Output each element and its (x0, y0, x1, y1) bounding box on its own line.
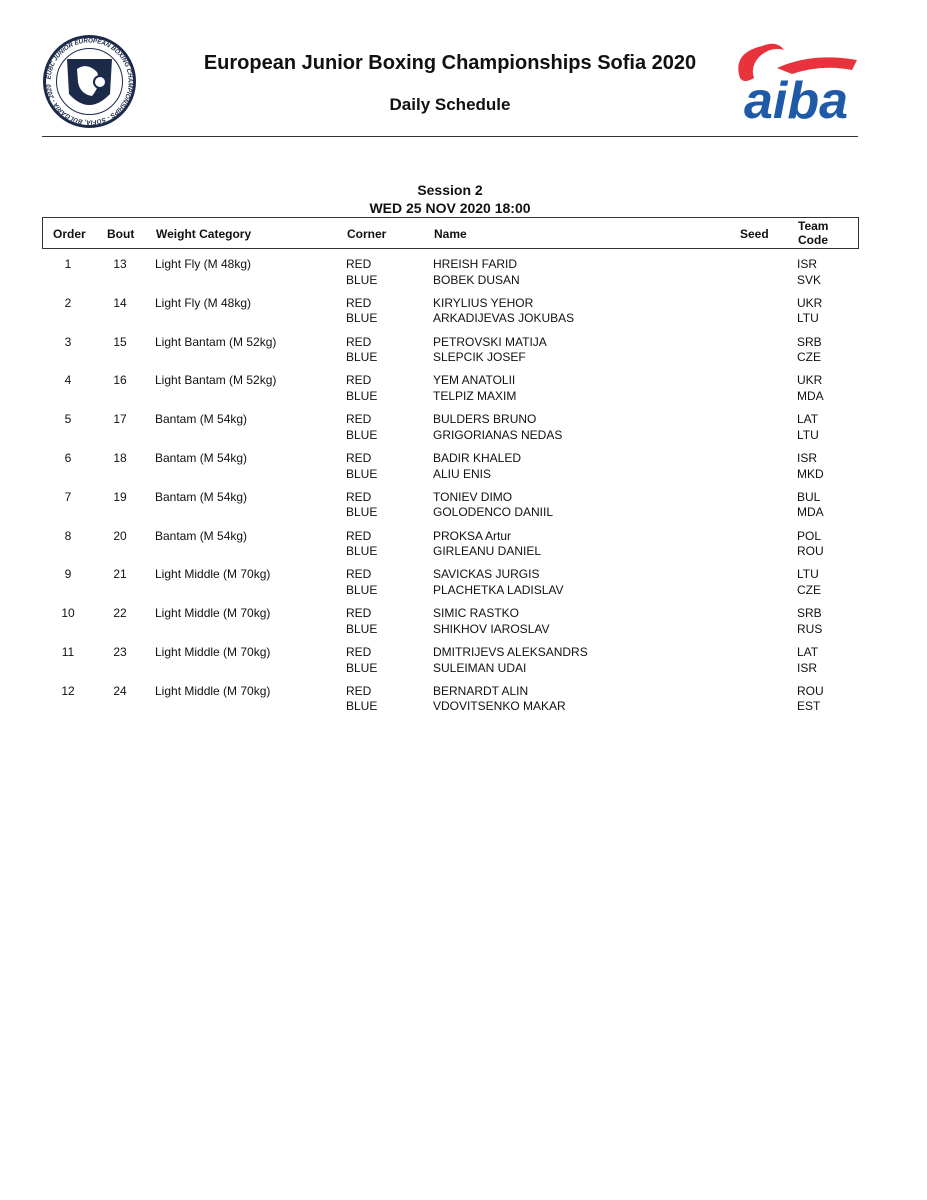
red-boxer-name: BULDERS BRUNO (433, 412, 537, 427)
document-subtitle: Daily Schedule (389, 95, 511, 114)
red-team-code: POL (797, 528, 822, 543)
bout-cell: 23 (113, 645, 127, 659)
red-corner-label: RED (346, 645, 372, 659)
weight-category-cell: Bantam (M 54kg) (155, 528, 248, 543)
red-team-code: SRB (797, 334, 822, 349)
red-corner-label: RED (346, 257, 372, 271)
weight-category-cell: Light Middle (M 70kg) (155, 645, 271, 659)
order-cell: 6 (64, 451, 72, 465)
red-team-code: LAT (797, 412, 819, 427)
red-team-code: LAT (797, 645, 819, 659)
blue-corner-label: BLUE (346, 311, 378, 326)
blue-team-code: LTU (797, 427, 819, 442)
red-team-code: SRB (797, 606, 822, 621)
eubc-championship-logo (42, 34, 137, 129)
blue-corner-label: BLUE (346, 699, 378, 714)
red-team-code: ISR (797, 257, 818, 271)
order-cell: 2 (64, 295, 72, 310)
eubc-logo-lettering: EUBC JUNIOR EUROPEAN BOXING CHAMPIONSHIPS - SOFIA, BULGARIA - 2020 (45, 37, 134, 126)
red-corner-label: RED (346, 567, 372, 582)
bout-cell: 18 (113, 451, 127, 465)
red-corner-label: RED (346, 334, 372, 349)
red-corner-label: RED (346, 451, 372, 465)
column-name: Name (434, 227, 467, 241)
bout-cell: 17 (113, 412, 127, 427)
red-corner-label: RED (346, 412, 372, 427)
order-cell: 12 (61, 683, 75, 698)
order-cell: 1 (64, 257, 72, 271)
column-team-code-line1: Team (798, 219, 829, 233)
blue-corner-label: BLUE (346, 466, 378, 481)
red-corner-label: RED (346, 373, 372, 388)
weight-category-cell: Bantam (M 54kg) (155, 489, 248, 504)
order-cell: 8 (64, 528, 72, 543)
weight-category-cell: Light Fly (M 48kg) (155, 295, 252, 310)
blue-boxer-name: SULEIMAN UDAI (433, 660, 527, 675)
red-corner-label: RED (346, 295, 372, 310)
red-team-code: UKR (797, 295, 823, 310)
weight-category-cell: Light Middle (M 70kg) (155, 606, 271, 621)
blue-boxer-name: TELPIZ MAXIM (433, 388, 517, 403)
red-boxer-name: SIMIC RASTKO (433, 606, 520, 621)
blue-team-code: CZE (797, 350, 821, 365)
red-boxer-name: DMITRIJEVS ALEKSANDRS (433, 645, 588, 659)
weight-category-cell: Light Bantam (M 52kg) (155, 373, 277, 388)
red-boxer-name: TONIEV DIMO (433, 489, 513, 504)
order-cell: 3 (64, 334, 72, 349)
bout-cell: 13 (113, 257, 127, 271)
session-label: Session 2 (417, 182, 483, 198)
column-order: Order (53, 227, 86, 241)
document-title: European Junior Boxing Championships Sofia 2020 (203, 52, 697, 74)
column-team-code-line2: Code (798, 233, 828, 247)
bout-cell: 19 (113, 489, 127, 504)
bout-cell: 21 (113, 567, 127, 582)
order-cell: 11 (61, 645, 75, 659)
blue-corner-label: BLUE (346, 427, 378, 442)
aiba-logo (722, 38, 862, 122)
red-boxer-name: PROKSA Artur (433, 528, 512, 543)
blue-team-code: MDA (797, 505, 824, 520)
blue-corner-label: BLUE (346, 582, 378, 597)
column-corner: Corner (347, 227, 387, 241)
bout-cell: 14 (113, 295, 127, 310)
svg-text:aiba: aiba (744, 72, 849, 122)
order-cell: 9 (64, 567, 72, 582)
column-bout: Bout (107, 227, 135, 241)
column-weight-category: Weight Category (156, 227, 252, 241)
red-team-code: UKR (797, 373, 823, 388)
weight-category-cell: Light Fly (M 48kg) (155, 257, 252, 271)
blue-corner-label: BLUE (346, 544, 378, 559)
blue-boxer-name: GIRLEANU DANIEL (433, 544, 542, 559)
session-datetime: WED 25 NOV 2020 18:00 (369, 200, 531, 216)
red-team-code: LTU (797, 567, 819, 582)
blue-team-code: EST (797, 699, 821, 714)
red-corner-label: RED (346, 528, 372, 543)
red-boxer-name: YEM ANATOLII (433, 373, 516, 388)
blue-boxer-name: SLEPCIK JOSEF (433, 350, 526, 365)
order-cell: 4 (64, 373, 72, 388)
blue-corner-label: BLUE (346, 350, 378, 365)
column-seed: Seed (740, 227, 769, 241)
order-cell: 7 (64, 489, 72, 504)
header-divider (42, 136, 858, 137)
blue-boxer-name: ALIU ENIS (433, 466, 492, 481)
blue-boxer-name: GRIGORIANAS NEDAS (433, 427, 563, 442)
blue-corner-label: BLUE (346, 660, 378, 675)
bout-cell: 22 (113, 606, 127, 621)
weight-category-cell: Bantam (M 54kg) (155, 451, 248, 465)
order-cell: 5 (64, 412, 72, 427)
weight-category-cell: Light Middle (M 70kg) (155, 683, 271, 698)
red-boxer-name: BERNARDT ALIN (433, 683, 529, 698)
bout-cell: 15 (113, 334, 127, 349)
blue-corner-label: BLUE (346, 272, 378, 287)
red-team-code: ROU (797, 683, 824, 698)
bout-cell: 24 (113, 683, 127, 698)
blue-corner-label: BLUE (346, 388, 378, 403)
order-cell: 10 (61, 606, 75, 621)
blue-boxer-name: ARKADIJEVAS JOKUBAS (433, 311, 575, 326)
weight-category-cell: Light Middle (M 70kg) (155, 567, 271, 582)
red-boxer-name: HREISH FARID (433, 257, 518, 271)
blue-team-code: RUS (797, 621, 823, 636)
blue-team-code: ISR (797, 660, 818, 675)
blue-corner-label: BLUE (346, 505, 378, 520)
blue-team-code: MKD (797, 466, 824, 481)
table-header (42, 217, 859, 249)
blue-team-code: ROU (797, 544, 824, 559)
red-boxer-name: KIRYLIUS YEHOR (433, 295, 534, 310)
weight-category-cell: Light Bantam (M 52kg) (155, 334, 277, 349)
blue-boxer-name: BOBEK DUSAN (433, 272, 520, 287)
red-boxer-name: SAVICKAS JURGIS (433, 567, 540, 582)
blue-team-code: SVK (797, 272, 822, 287)
red-team-code: ISR (797, 451, 818, 465)
red-team-code: BUL (797, 489, 821, 504)
blue-boxer-name: VDOVITSENKO MAKAR (433, 699, 566, 714)
blue-corner-label: BLUE (346, 621, 378, 636)
red-corner-label: RED (346, 489, 372, 504)
weight-category-cell: Bantam (M 54kg) (155, 412, 248, 427)
red-corner-label: RED (346, 606, 372, 621)
blue-boxer-name: GOLODENCO DANIIL (433, 505, 554, 520)
blue-team-code: MDA (797, 388, 824, 403)
bout-cell: 16 (113, 373, 127, 388)
red-boxer-name: PETROVSKI MATIJA (433, 334, 547, 349)
bout-cell: 20 (113, 528, 127, 543)
blue-boxer-name: SHIKHOV IAROSLAV (433, 621, 550, 636)
red-boxer-name: BADIR KHALED (433, 451, 522, 465)
blue-team-code: LTU (797, 311, 819, 326)
red-corner-label: RED (346, 683, 372, 698)
blue-boxer-name: PLACHETKA LADISLAV (433, 582, 564, 597)
blue-team-code: CZE (797, 582, 821, 597)
